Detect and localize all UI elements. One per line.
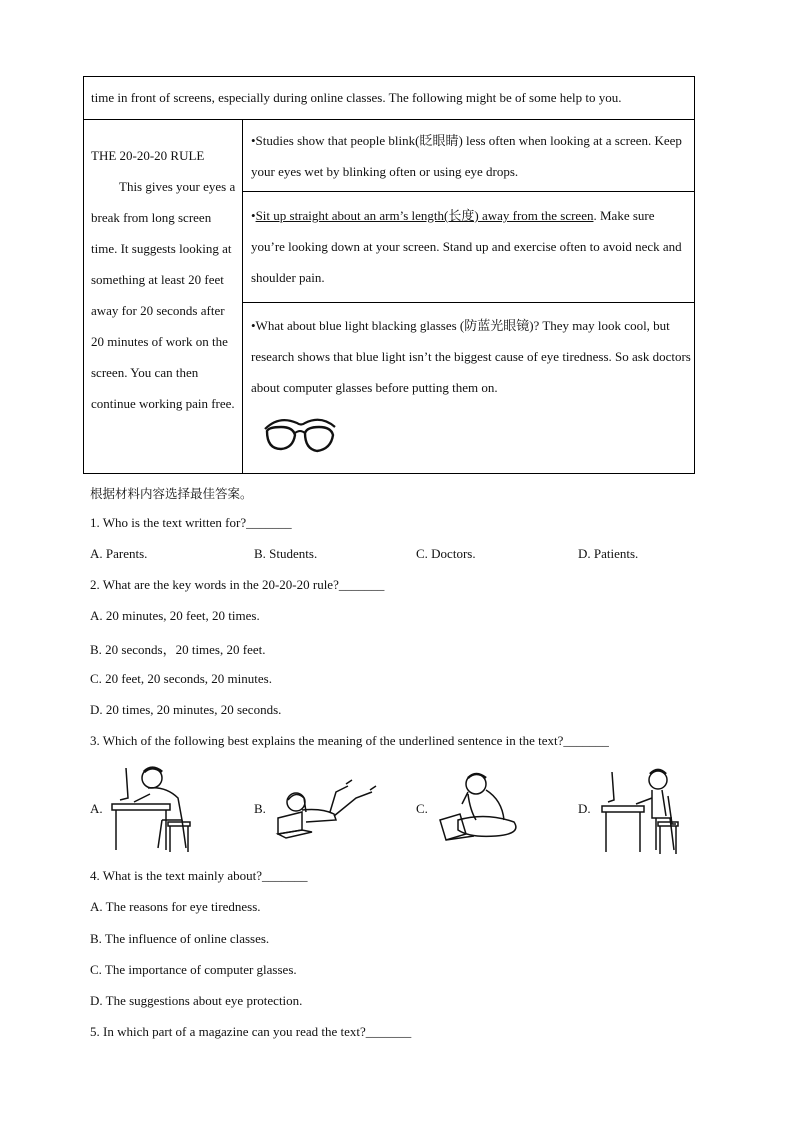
rule-column <box>84 119 243 473</box>
tip-glasses-text: •What about blue light blacking glasses (防蓝光眼镜)? They may look cool, but research shows that blue light isn’t the biggest cause of eye tiredness. So ask doctors about computer glasses before putting them on. <box>251 318 691 395</box>
q1-option-c[interactable]: C. Doctors. <box>416 546 476 561</box>
intro-row <box>84 77 694 120</box>
q2-option-a[interactable]: A. 20 minutes, 20 feet, 20 times. <box>90 608 260 623</box>
q3-option-c[interactable]: C. <box>416 801 428 816</box>
reading-table <box>83 76 695 474</box>
q4-option-a[interactable]: A. The reasons for eye tiredness. <box>90 899 261 914</box>
rule-text: This gives your eyes a break from long screen time. It suggests looking at something at least 20 feet away for 20 seconds after 20 minutes of work on the screen. You can then continue working pain free. <box>91 179 236 411</box>
intro-text: time in front of screens, especially during online classes. The following might be of some help to you. <box>91 90 622 105</box>
q1-option-a[interactable]: A. Parents. <box>90 546 148 561</box>
picture-d-sitting-upright <box>600 766 680 856</box>
q1-option-d[interactable]: D. Patients. <box>578 546 639 561</box>
question-5: 5. In which part of a magazine can you read the text?_______ <box>90 1024 412 1039</box>
question-3: 3. Which of the following best explains the meaning of the underlined sentence in the text?_______ <box>90 733 609 748</box>
picture-c-sitting-cross-legged <box>436 770 528 846</box>
question-1: 1. Who is the text written for?_______ <box>90 515 292 530</box>
picture-a-hunched-at-desk <box>106 762 196 854</box>
underlined-sentence: Sit up straight about an arm’s length(长度) away from the screen <box>255 208 594 223</box>
tip-posture-text: •Sit up straight about an arm’s length(长度) away from the screen. Make sure you’re looking down at your screen. Stand up and exercise often to avoid neck and shoulder pain. <box>251 208 682 285</box>
q2-option-d[interactable]: D. 20 times, 20 minutes, 20 seconds. <box>90 702 282 717</box>
tip-cell-blink <box>243 119 694 192</box>
glasses-icon <box>261 413 337 457</box>
q3-option-d[interactable]: D. <box>578 801 591 816</box>
q3-option-b[interactable]: B. <box>254 801 266 816</box>
instruction: 根据材料内容选择最佳答案。 <box>90 486 253 501</box>
tip-blink-text: •Studies show that people blink(眨眼睛) less often when looking at a screen. Keep your eyes wet by blinking often or using eye drops. <box>251 133 682 179</box>
question-2: 2. What are the key words in the 20-20-20 rule?_______ <box>90 577 385 592</box>
tip-cell-posture <box>243 192 694 303</box>
tip-cell-glasses <box>243 303 694 473</box>
q1-option-b[interactable]: B. Students. <box>254 546 318 561</box>
q2-option-b[interactable]: B. 20 seconds，20 times, 20 feet. <box>90 642 266 657</box>
q2-option-c[interactable]: C. 20 feet, 20 seconds, 20 minutes. <box>90 671 272 686</box>
q4-option-d[interactable]: D. The suggestions about eye protection. <box>90 993 303 1008</box>
rule-title: THE 20-20-20 RULE <box>91 148 205 163</box>
q4-option-b[interactable]: B. The influence of online classes. <box>90 931 270 946</box>
rule-text-block <box>91 171 239 419</box>
tip-posture-rest: . Make sure you’re looking down at your screen. Stand up and exercise often to avoid neck and shoulder pain. <box>251 208 682 285</box>
q4-option-c[interactable]: C. The importance of computer glasses. <box>90 962 297 977</box>
question-4: 4. What is the text mainly about?_______ <box>90 868 308 883</box>
picture-b-lying-with-laptop <box>272 772 378 842</box>
q3-option-a[interactable]: A. <box>90 801 103 816</box>
